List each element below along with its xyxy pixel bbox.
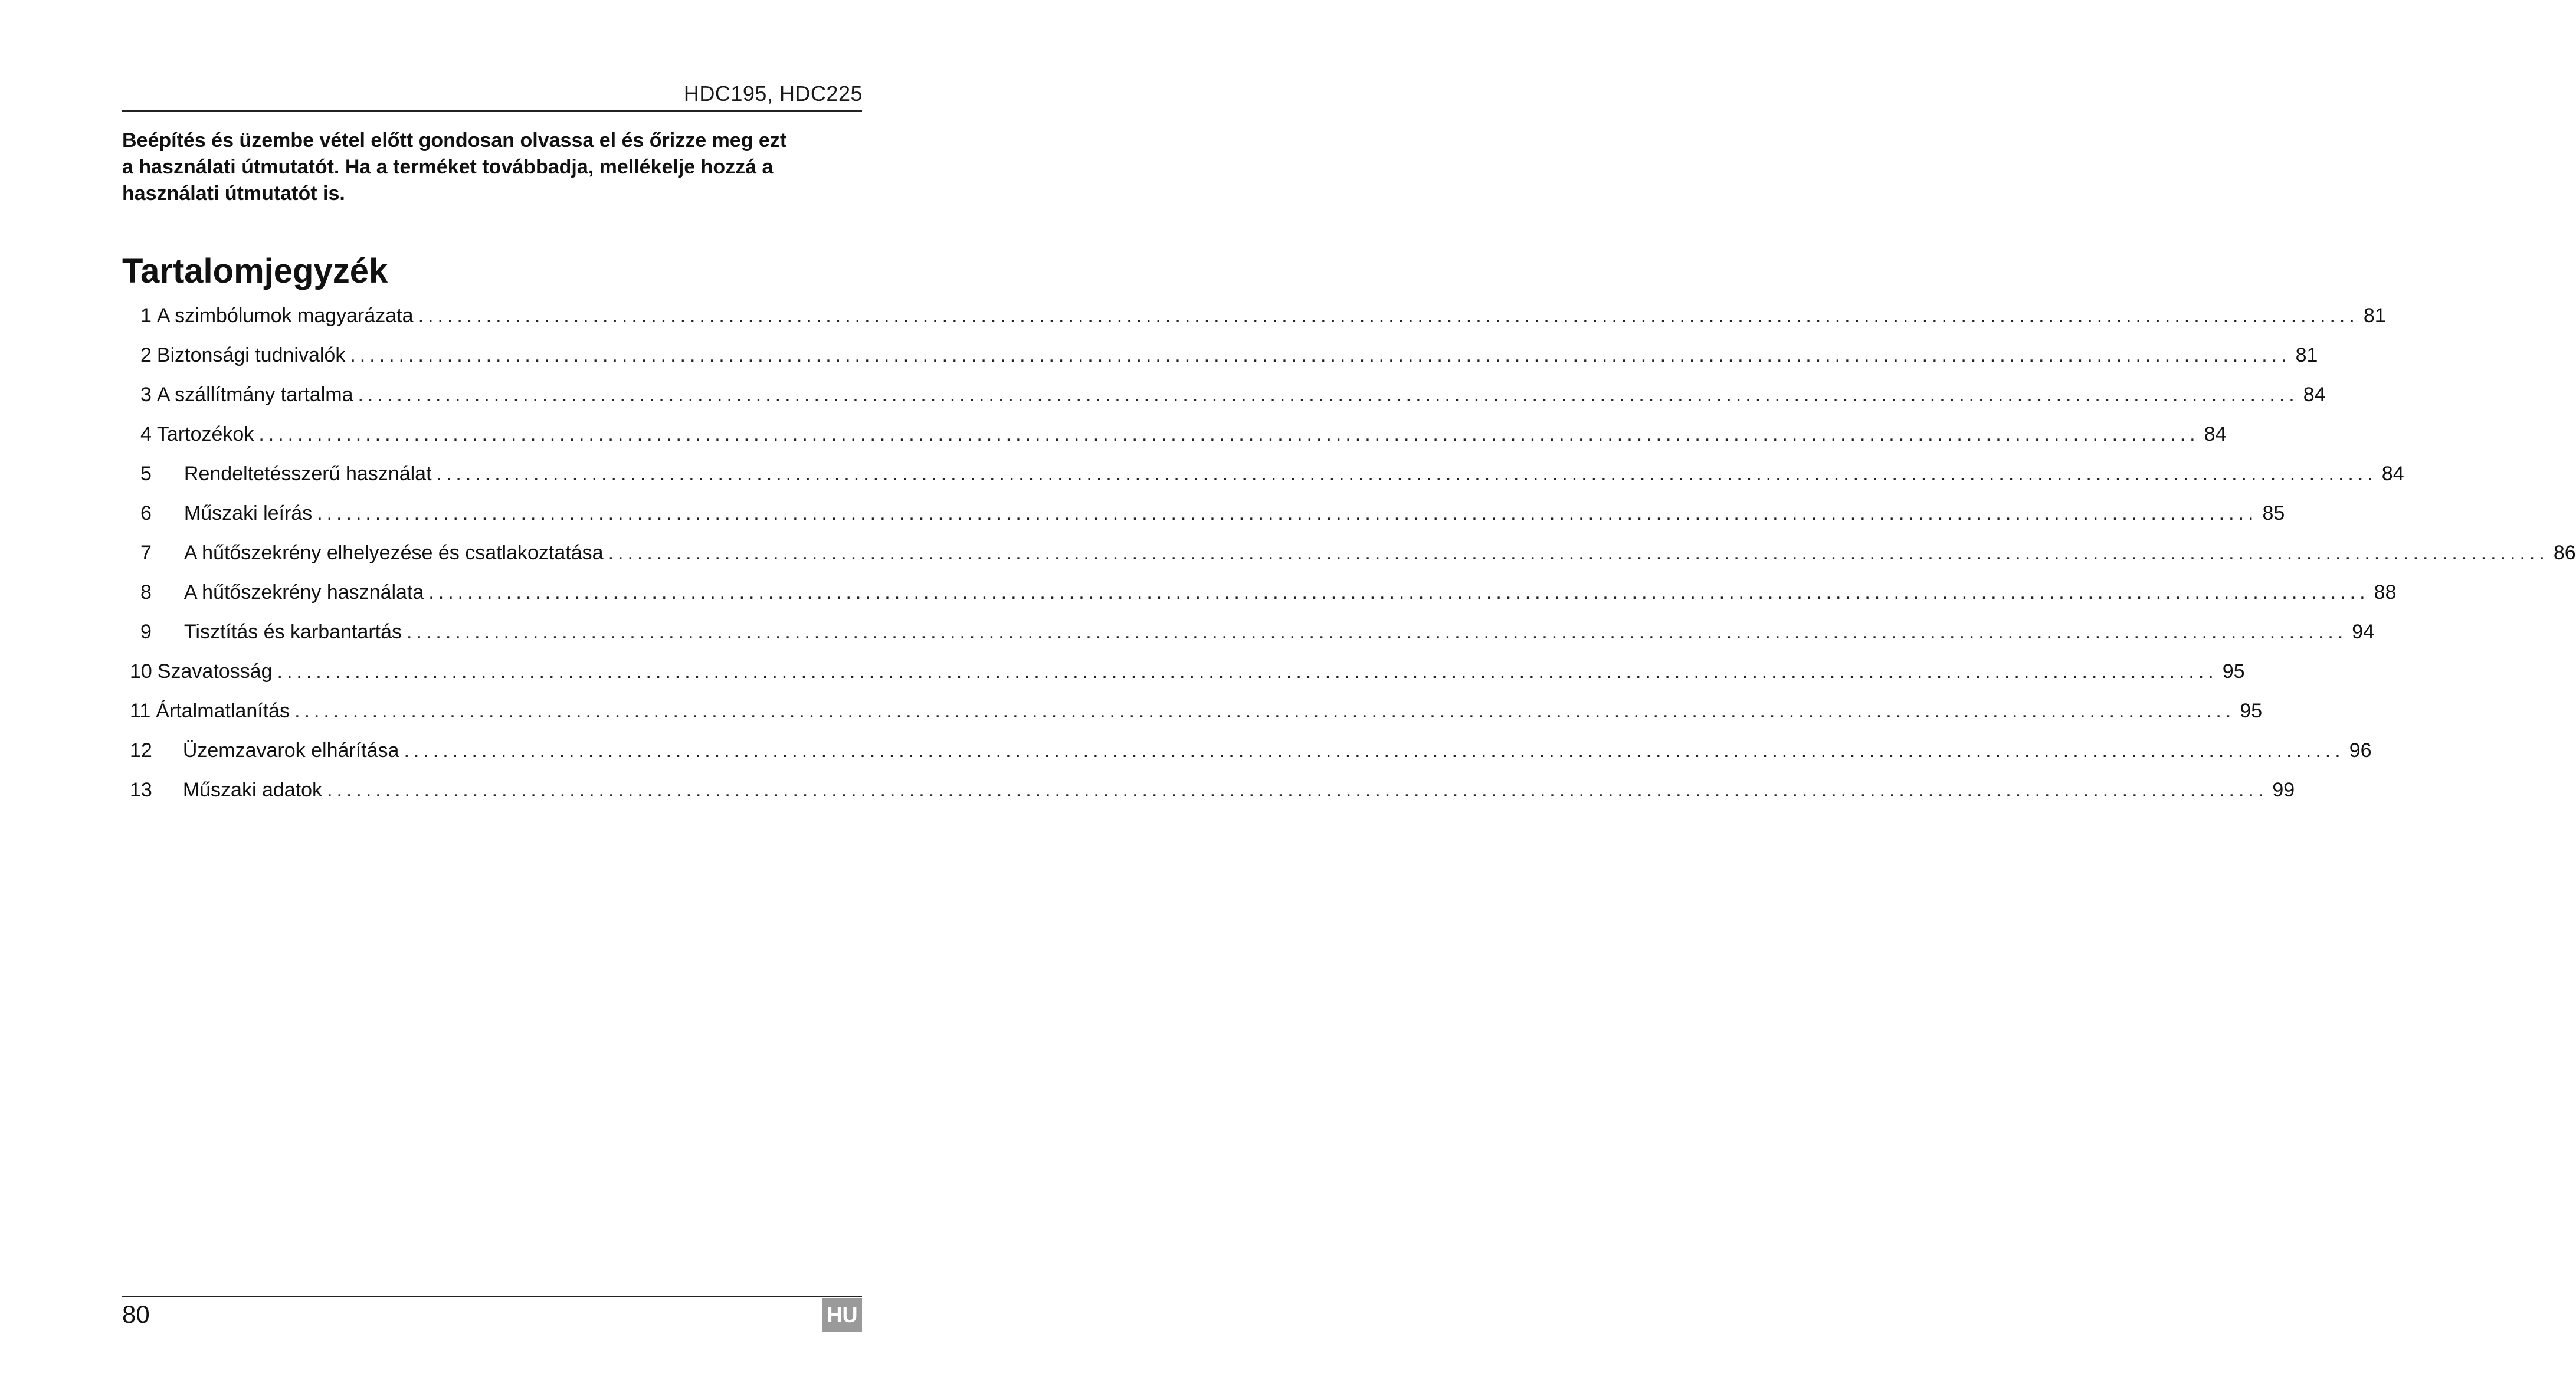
toc-entry-page: 84 xyxy=(2303,383,2326,406)
toc-entry[interactable] xyxy=(140,419,2227,449)
toc-entry-number: 5 xyxy=(140,463,152,485)
toc-entry[interactable] xyxy=(140,617,2375,647)
toc-entry[interactable] xyxy=(140,578,2397,607)
intro-line: használati útmutatót is. xyxy=(122,182,345,205)
toc-entry-number: 7 xyxy=(140,542,152,564)
toc-dot-leader: ........................................................................................................................................................................................................ xyxy=(436,463,2377,485)
toc-entry[interactable] xyxy=(130,736,2372,765)
toc-entry-page: 99 xyxy=(2272,779,2295,801)
toc-entry-page: 95 xyxy=(2222,660,2245,683)
footer-rule xyxy=(122,1296,862,1297)
toc-entry-number: 1 xyxy=(140,304,152,327)
header-rule xyxy=(122,110,862,112)
toc-entry-label: Üzemzavarok elhárítása xyxy=(182,739,399,762)
toc-entry-number: 8 xyxy=(140,581,152,604)
toc-entry-number: 13 xyxy=(130,779,152,801)
toc-entry-number: 4 xyxy=(140,423,152,445)
toc-dot-leader: ........................................................................................................................................................................................................ xyxy=(317,502,2258,525)
toc-entry-page: 88 xyxy=(2374,581,2397,604)
toc-entry-label: Biztonsági tudnivalók xyxy=(156,344,346,366)
toc-entry-number: 12 xyxy=(130,739,152,762)
toc-entry-page: 84 xyxy=(2204,423,2227,445)
toc-entry[interactable] xyxy=(140,459,2404,489)
intro-line: Beépítés és üzembe vétel előtt gondosan olvassa el és őrizze meg ezt xyxy=(122,129,787,152)
toc-entry-number: 10 xyxy=(130,660,152,683)
toc-entry-label: A hűtőszekrény használata xyxy=(183,581,424,604)
toc-entry-label: Műszaki adatok xyxy=(182,779,323,801)
toc-dot-leader: ........................................................................................................................................................................................................ xyxy=(350,344,2291,366)
toc-dot-leader: ........................................................................................................................................................................................................ xyxy=(407,621,2348,643)
intro-line: a használati útmutatót. Ha a terméket továbbadja, mellékelje hozzá a xyxy=(122,156,774,178)
toc-entry-label: A szimbólumok magyarázata xyxy=(156,304,414,327)
toc-entry-page: 96 xyxy=(2349,739,2372,762)
toc-entry-number: 11 xyxy=(130,700,151,722)
toc-entry[interactable] xyxy=(140,538,2576,568)
toc-entry-number: 2 xyxy=(140,344,152,366)
header-model: HDC195, HDC225 xyxy=(683,81,863,106)
toc-entry-label: Műszaki leírás xyxy=(183,502,313,525)
toc-entry-page: 81 xyxy=(2295,344,2318,366)
language-badge: HU xyxy=(822,1298,862,1332)
toc-entry-page: 86 xyxy=(2553,542,2576,564)
toc-entry-page: 84 xyxy=(2381,463,2404,485)
toc-entry[interactable] xyxy=(130,657,2245,686)
toc-entry[interactable] xyxy=(130,775,2295,805)
toc-dot-leader: ........................................................................................................................................................................................................ xyxy=(428,581,2369,604)
toc-entry[interactable] xyxy=(140,499,2285,528)
toc-entry[interactable] xyxy=(140,340,2318,370)
toc-title: Tartalomjegyzék xyxy=(122,252,388,290)
toc-entry[interactable] xyxy=(140,301,2386,330)
toc-dot-leader: ........................................................................................................................................................................................................ xyxy=(294,700,2236,722)
toc-entry-number: 9 xyxy=(140,621,152,643)
page-number: 80 xyxy=(122,1300,150,1328)
toc-entry-page: 85 xyxy=(2262,502,2285,525)
toc-entry-label: A hűtőszekrény elhelyezése és csatlakoztatása xyxy=(183,542,604,564)
toc-entry-page: 95 xyxy=(2240,700,2263,722)
toc-dot-leader: ........................................................................................................................................................................................................ xyxy=(404,739,2345,762)
toc-entry[interactable] xyxy=(130,696,2263,726)
toc-entry-page: 81 xyxy=(2363,304,2386,327)
toc-dot-leader: ........................................................................................................................................................................................................ xyxy=(358,383,2299,406)
toc-dot-leader: ........................................................................................................................................................................................................ xyxy=(608,542,2549,564)
toc-dot-leader: ........................................................................................................................................................................................................ xyxy=(277,660,2218,683)
toc-entry-number: 3 xyxy=(140,383,152,406)
toc-entry-label: Tartozékok xyxy=(156,423,254,445)
intro-notice xyxy=(122,127,862,207)
toc-entry[interactable] xyxy=(140,380,2326,409)
toc-entry-page: 94 xyxy=(2352,621,2375,643)
toc-entry-number: 6 xyxy=(140,502,152,525)
toc-entry-label: Tisztítás és karbantartás xyxy=(183,621,402,643)
toc-entry-label: Szavatosság xyxy=(157,660,273,683)
toc-dot-leader: ........................................................................................................................................................................................................ xyxy=(418,304,2359,327)
toc-dot-leader: ........................................................................................................................................................................................................ xyxy=(258,423,2200,445)
toc-entry-label: Ártalmatlanítás xyxy=(156,700,290,722)
toc-dot-leader: ........................................................................................................................................................................................................ xyxy=(327,779,2268,801)
toc-entry-label: A szállítmány tartalma xyxy=(156,383,353,406)
toc-entry-label: Rendeltetésszerű használat xyxy=(183,463,432,485)
